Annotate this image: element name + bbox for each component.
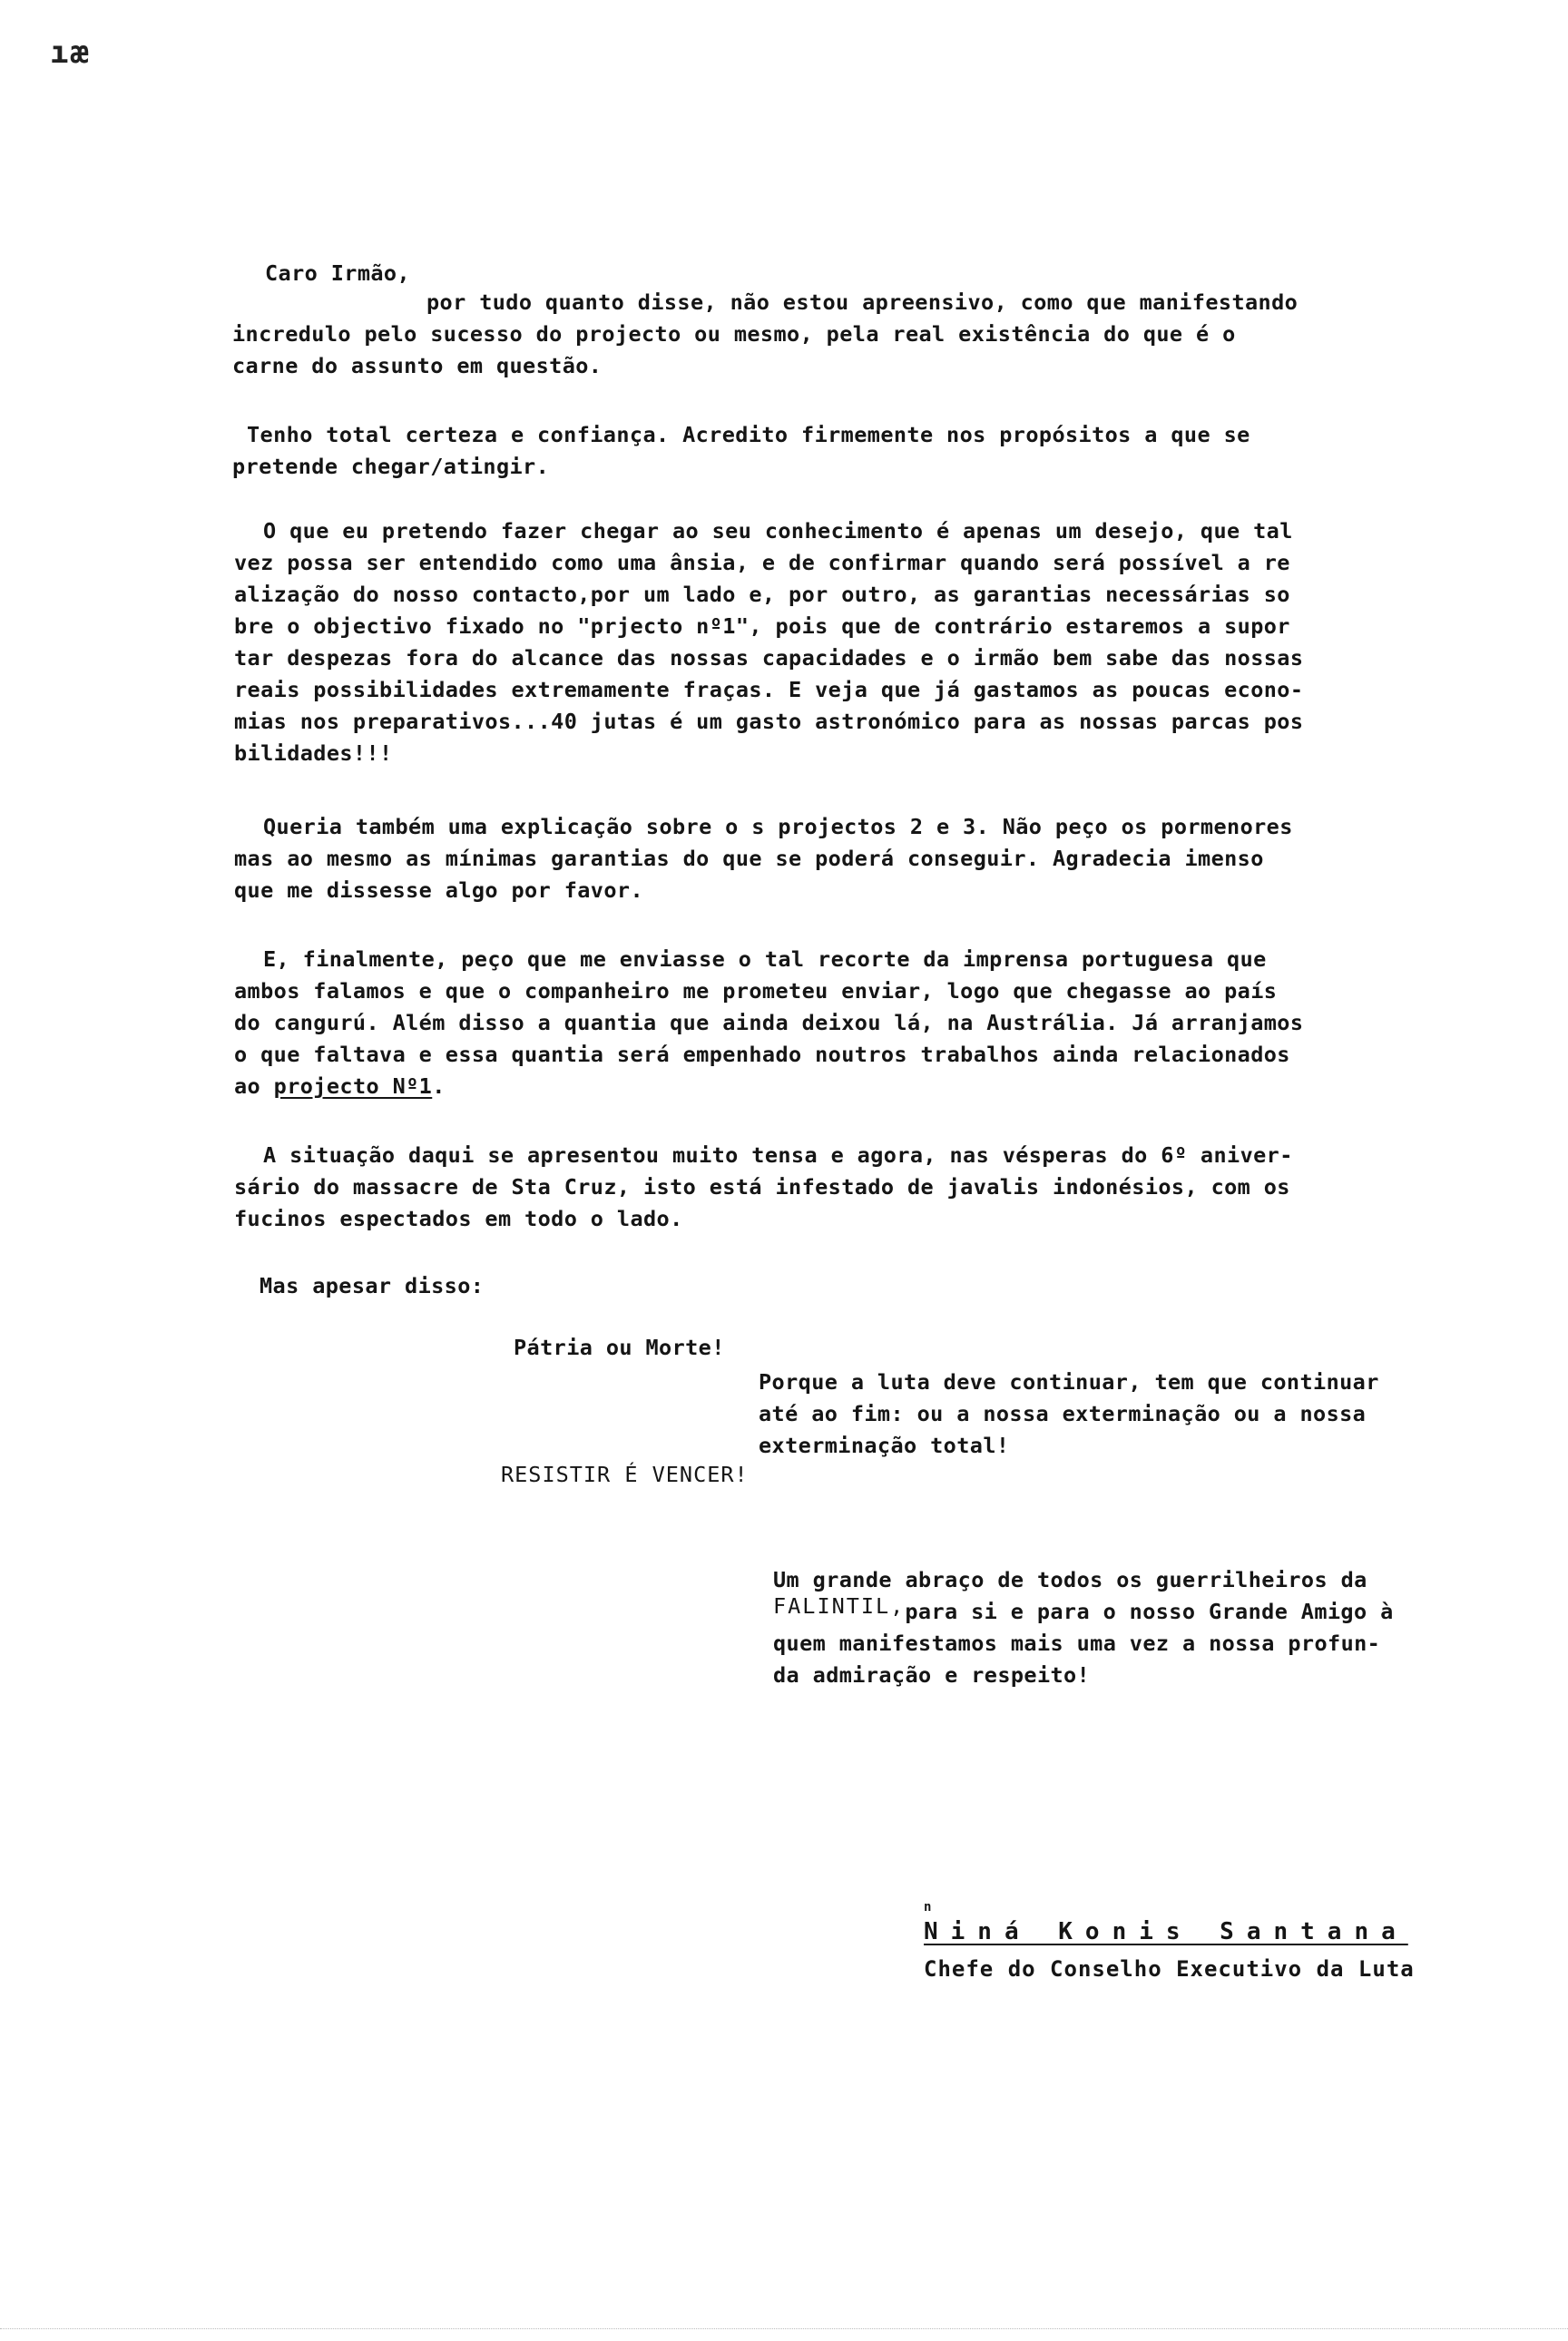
paragraph-line: reais possibilidades extremamente fraças. E veja que já gastamos as poucas econo- [234, 677, 1304, 702]
paragraph-line: Tenho total certeza e confiança. Acredito firmemente nos propósitos a que se [247, 422, 1250, 447]
closing-line: quem manifestamos mais uma vez a nossa profun- [773, 1631, 1381, 1656]
paragraph-line: incredulo pelo sucesso do projecto ou mesmo, pela real existência do que é o [232, 321, 1236, 347]
paragraph-line: por tudo quanto disse, não estou apreensivo, como que manifestando [426, 289, 1298, 315]
paragraph-line: pretende chegar/atingir. [232, 454, 550, 479]
signature-title: Chefe do Conselho Executivo da Luta [924, 1956, 1415, 1982]
signature-tick-mark: n [924, 1900, 932, 1915]
slogan-line: exterminação total! [759, 1433, 1010, 1458]
paragraph-line: O que eu pretendo fazer chegar ao seu conhecimento é apenas um desejo, que tal [263, 518, 1293, 544]
paragraph-line: o que faltava e essa quantia será empenhado noutros trabalhos ainda relacionados [234, 1042, 1290, 1067]
paragraph-line: que me dissesse algo por favor. [234, 877, 643, 903]
slogan-line: Porque a luta deve continuar, tem que continuar [759, 1369, 1379, 1395]
paragraph-line: bilidades!!! [234, 740, 393, 766]
paragraph-line: tar despezas fora do alcance das nossas capacidades e o irmão bem sabe das nossas [234, 645, 1304, 671]
header-ink-mark: ıæ [50, 34, 91, 71]
scan-edge-line [0, 2328, 1568, 2330]
greeting: Caro Irmão, [265, 260, 411, 286]
paragraph-line: Queria também uma explicação sobre o s projectos 2 e 3. Não peço os pormenores [263, 814, 1293, 839]
paragraph-line: alização do nosso contacto,por um lado e, por outro, as garantias necessárias so [234, 582, 1290, 607]
closing-line: Um grande abraço de todos os guerrilheiros da [773, 1567, 1367, 1592]
paragraph-line-prefix: ao [234, 1073, 274, 1099]
paragraph-line-suffix: . [432, 1073, 446, 1099]
paragraph-7: Mas apesar disso: [260, 1273, 485, 1298]
slogan-resistir-e-vencer: RESISTIR É VENCER! [501, 1462, 749, 1487]
paragraph-line: carne do assunto em questão. [232, 353, 603, 378]
paragraph-line: ambos falamos e que o companheiro me prometeu enviar, logo que chegasse ao país [234, 978, 1278, 1004]
paragraph-line: sário do massacre de Sta Cruz, isto está infestado de javalis indonésios, com os [234, 1174, 1290, 1200]
paragraph-line: mas ao mesmo as mínimas garantias do que se poderá conseguir. Agradecia imenso [234, 846, 1264, 871]
paragraph-line: bre o objectivo fixado no "prjecto nº1", pois que de contrário estaremos a supor [234, 613, 1290, 639]
paragraph-6 [234, 1140, 1293, 1235]
paragraph-line: fucinos espectados em todo o lado. [234, 1206, 683, 1231]
project-reference-underlined: projecto Nº1 [273, 1073, 433, 1099]
paragraph-last-line [234, 1071, 1303, 1102]
signature-name: Niná Konis Santana [924, 1918, 1408, 1945]
closing-line-2 [773, 1593, 1394, 1628]
paragraph-line: mias nos preparativos...40 jutas é um gasto astronómico para as nossas parcas pos [234, 709, 1304, 734]
paragraph-5 [234, 944, 1303, 1102]
closing-line-rest: para si e para o nosso Grande Amigo à [905, 1599, 1394, 1624]
slogan-porque [759, 1366, 1379, 1462]
paragraph-4 [234, 811, 1293, 906]
paragraph-2 [232, 419, 1250, 483]
paragraph-3 [234, 515, 1303, 769]
closing-line: da admiração e respeito! [773, 1662, 1091, 1688]
slogan-patria-ou-morte: Pátria ou Morte! [514, 1335, 725, 1360]
paragraph-line: do cangurú. Além disso a quantia que ainda deixou lá, na Austrália. Já arranjamos [234, 1010, 1304, 1035]
falintil-label: FALINTIL, [773, 1593, 906, 1619]
paragraph-line: vez possa ser entendido como uma ânsia, e de confirmar quando será possível a re [234, 550, 1290, 575]
paragraph-1 [232, 287, 1298, 382]
paragraph-line: A situação daqui se apresentou muito tensa e agora, nas vésperas do 6º aniver- [263, 1142, 1293, 1168]
slogan-line: até ao fim: ou a nossa exterminação ou a nossa [759, 1401, 1367, 1426]
paragraph-line: E, finalmente, peço que me enviasse o tal recorte da imprensa portuguesa que [263, 946, 1267, 972]
closing-block [773, 1564, 1394, 1691]
